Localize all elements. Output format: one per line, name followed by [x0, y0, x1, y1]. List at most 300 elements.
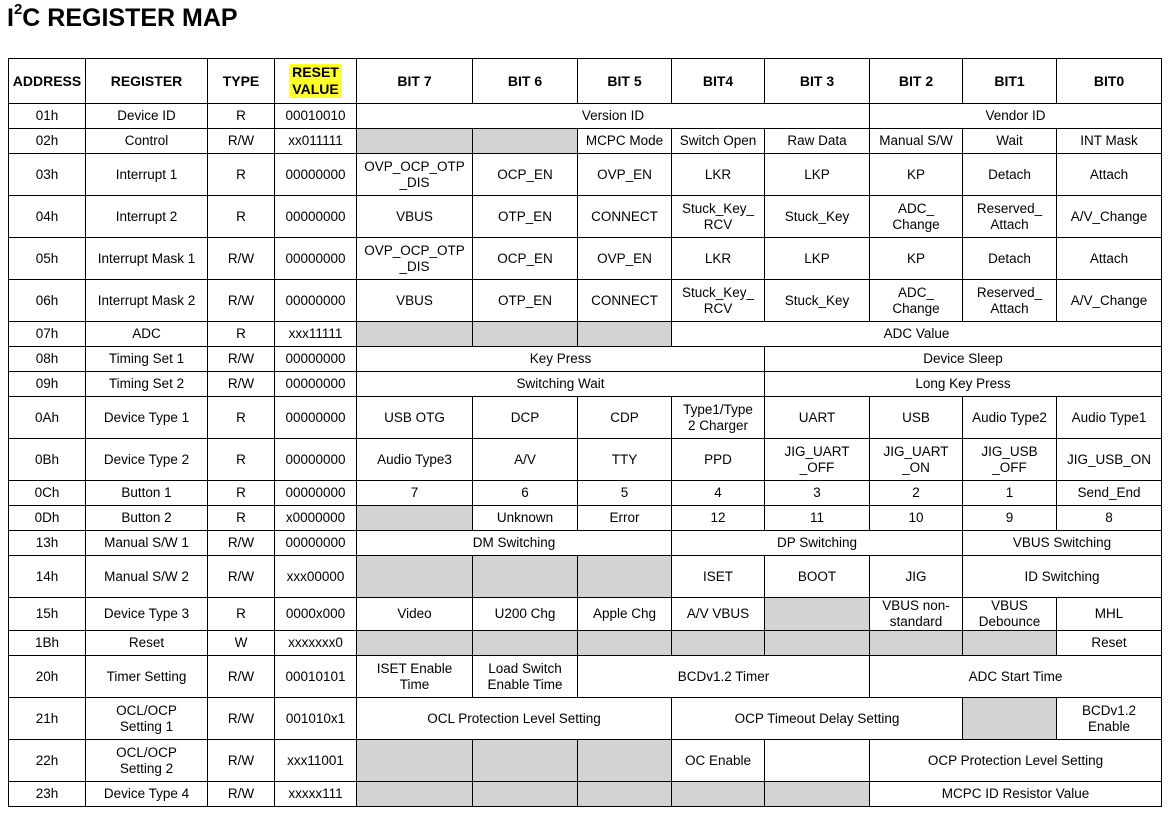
- reserved-bit-cell: [357, 322, 473, 347]
- bit-field-cell: [357, 280, 473, 322]
- bit-field-text: Switching Wait: [516, 376, 605, 391]
- bit-field-cell: [473, 506, 578, 531]
- register-cell: [86, 196, 208, 238]
- bit-field-cell: [765, 481, 870, 506]
- address-cell-text: 13h: [35, 535, 59, 550]
- type-cell: [208, 531, 275, 556]
- type-cell-text: R/W: [227, 752, 255, 768]
- type-cell: [208, 656, 275, 698]
- bit-field-text: ISET: [702, 568, 733, 584]
- bit-field-text: LKR: [704, 250, 732, 266]
- type-cell-text: R/W: [227, 351, 255, 366]
- bit-field-cell: [672, 129, 765, 154]
- bit-field-cell: [578, 280, 672, 322]
- reserved-bit-cell: [473, 631, 578, 656]
- bit-field-cell: [1057, 598, 1162, 631]
- bit-field-text: JIG_UART _OFF: [784, 443, 850, 475]
- reset-value-cell-text: 00010101: [285, 668, 346, 684]
- bit-field-text: UART: [798, 409, 836, 425]
- bit-field-cell: [357, 598, 473, 631]
- address-cell-text: 0Dh: [34, 510, 60, 525]
- bit-field-cell: [963, 238, 1057, 280]
- bit-field-text: DP Switching: [776, 535, 858, 550]
- bit-field-text: Apple Chg: [592, 606, 657, 621]
- register-cell: [86, 598, 208, 631]
- reserved-bit-cell: [578, 631, 672, 656]
- bit-field-cell: [870, 397, 963, 439]
- bit-field-cell: [672, 531, 963, 556]
- reset-value-cell-text: 00000000: [285, 250, 346, 266]
- bit-field-cell: [357, 439, 473, 481]
- type-cell: [208, 129, 275, 154]
- bit-field-text: OC Enable: [684, 752, 752, 768]
- address-cell-text: 09h: [35, 376, 59, 391]
- bit-field-text: 8: [1105, 510, 1113, 525]
- bit-field-cell: [963, 556, 1162, 598]
- reset-value-cell: [275, 698, 357, 740]
- register-cell: [86, 104, 208, 129]
- register-map-table: [8, 58, 1162, 807]
- bit-field-text: Type1/Type 2 Charger: [683, 401, 753, 433]
- reserved-bit-cell: [357, 556, 473, 598]
- reset-value-cell: [275, 556, 357, 598]
- bit-field-text: Video: [397, 606, 432, 621]
- bit-field-cell: [578, 196, 672, 238]
- header-row: [9, 59, 1162, 104]
- address-cell-text: 0Ah: [34, 409, 60, 425]
- bit-field-text: Device Sleep: [923, 351, 1003, 366]
- reset-value-cell: [275, 656, 357, 698]
- bit-field-cell: [870, 740, 1162, 782]
- bit-field-cell: [672, 439, 765, 481]
- bit-field-cell: [357, 347, 765, 372]
- bit-field-cell: [672, 481, 765, 506]
- register-cell-text: Button 1: [121, 485, 172, 500]
- bit-field-cell: [357, 196, 473, 238]
- table-row: [9, 782, 1162, 807]
- address-cell-text: 08h: [35, 351, 59, 366]
- bit-field-text: Key Press: [529, 351, 592, 366]
- bit-field-text: Detach: [988, 166, 1031, 182]
- bit-field-cell: [963, 280, 1057, 322]
- bit-field-text: USB OTG: [384, 409, 445, 425]
- bit-field-text: 6: [521, 485, 529, 500]
- table-row: [9, 280, 1162, 322]
- bit-field-cell: [870, 154, 963, 196]
- bit-field-cell: [870, 280, 963, 322]
- bit-field-text: A/V_Change: [1070, 208, 1148, 224]
- bit-field-cell: [357, 397, 473, 439]
- header-bit-4: BIT4: [672, 59, 765, 104]
- register-cell-text: Timing Set 2: [108, 376, 185, 391]
- address-cell-text: 0Bh: [34, 451, 60, 467]
- table-row: [9, 598, 1162, 631]
- register-cell-text: Timing Set 1: [108, 351, 185, 366]
- register-cell: [86, 280, 208, 322]
- type-cell-text: R/W: [227, 133, 255, 148]
- header-address: ADDRESS: [9, 59, 86, 104]
- register-cell: [86, 556, 208, 598]
- bit-field-cell: [870, 129, 963, 154]
- bit-field-cell: [765, 196, 870, 238]
- bit-field-cell: [357, 372, 765, 397]
- bit-field-cell: [963, 506, 1057, 531]
- bit-field-text: Wait: [996, 133, 1023, 148]
- bit-field-cell: [870, 782, 1162, 807]
- bit-field-cell: [963, 439, 1057, 481]
- bit-field-text: CONNECT: [591, 208, 658, 224]
- table-row: [9, 481, 1162, 506]
- bit-field-cell: [963, 397, 1057, 439]
- table-row: [9, 556, 1162, 598]
- reserved-bit-cell: [357, 506, 473, 531]
- bit-field-text: OTP_EN: [497, 292, 552, 308]
- bit-field-cell: [672, 322, 1162, 347]
- bit-field-text: Stuck_Key: [784, 208, 850, 224]
- reset-value-cell-text: 00010010: [285, 108, 346, 123]
- table-row: [9, 372, 1162, 397]
- reset-value-cell: [275, 347, 357, 372]
- address-cell: [9, 196, 86, 238]
- address-cell: [9, 439, 86, 481]
- type-cell-text: R/W: [227, 786, 255, 801]
- bit-field-cell: [473, 656, 578, 698]
- register-cell: [86, 238, 208, 280]
- bit-field-text: OCL Protection Level Setting: [427, 710, 601, 726]
- register-map-body: [9, 104, 1162, 807]
- header-register: REGISTER: [86, 59, 208, 104]
- bit-field-cell: [672, 556, 765, 598]
- register-cell-text: Device Type 2: [103, 451, 190, 467]
- address-cell-text: 15h: [35, 606, 59, 621]
- address-cell: [9, 347, 86, 372]
- bit-field-cell: [473, 196, 578, 238]
- bit-field-cell: [963, 154, 1057, 196]
- bit-field-cell: [765, 347, 1162, 372]
- type-cell: [208, 698, 275, 740]
- type-cell: [208, 372, 275, 397]
- bit-field-text: TTY: [611, 451, 638, 467]
- bit-field-text: LKP: [804, 250, 830, 266]
- address-cell-text: 01h: [35, 108, 59, 123]
- reset-value-cell-text: 00000000: [285, 351, 346, 366]
- register-cell: [86, 740, 208, 782]
- bit-field-cell: [473, 238, 578, 280]
- bit-field-cell: [473, 439, 578, 481]
- address-cell: [9, 698, 86, 740]
- type-cell: [208, 154, 275, 196]
- address-cell-text: 23h: [35, 786, 59, 801]
- header-bit-7: BIT 7: [357, 59, 473, 104]
- table-row: [9, 154, 1162, 196]
- bit-field-text: 4: [714, 485, 722, 500]
- type-cell: [208, 740, 275, 782]
- bit-field-text: JIG_UART _ON: [883, 443, 949, 475]
- reserved-bit-cell: [578, 740, 672, 782]
- bit-field-text: KP: [906, 166, 925, 182]
- reset-value-cell-text: 00000000: [285, 485, 346, 500]
- bit-field-text: Manual S/W: [879, 133, 953, 148]
- bit-field-cell: [1057, 631, 1162, 656]
- address-cell-text: 1Bh: [34, 635, 60, 650]
- type-cell-text: R/W: [227, 668, 255, 684]
- bit-field-cell: [765, 740, 870, 782]
- address-cell: [9, 598, 86, 631]
- bit-field-text: Stuck_Key_ RCV: [681, 284, 755, 316]
- table-row: [9, 531, 1162, 556]
- bit-field-text: A/V: [514, 451, 536, 467]
- bit-field-text: Audio Type2: [972, 409, 1047, 425]
- reset-value-cell-text: xxx11001: [287, 752, 344, 768]
- header-bit-1: BIT1: [963, 59, 1057, 104]
- reset-value-cell-text: xxx11111: [288, 326, 343, 341]
- table-row: [9, 238, 1162, 280]
- type-cell-text: R/W: [227, 568, 255, 584]
- bit-field-cell: [765, 154, 870, 196]
- reserved-bit-cell: [473, 556, 578, 598]
- bit-field-cell: [765, 397, 870, 439]
- reserved-bit-cell: [473, 740, 578, 782]
- bit-field-text: OCP Timeout Delay Setting: [734, 710, 900, 726]
- table-row: [9, 104, 1162, 129]
- type-cell-text: R/W: [227, 535, 255, 550]
- bit-field-text: 10: [908, 510, 924, 525]
- register-cell-text: Interrupt Mask 1: [97, 250, 196, 266]
- bit-field-cell: [672, 740, 765, 782]
- bit-field-cell: [870, 104, 1162, 129]
- bit-field-cell: [765, 556, 870, 598]
- bit-field-text: ADC_ Change: [892, 200, 940, 232]
- bit-field-cell: [963, 196, 1057, 238]
- bit-field-text: VBUS Debounce: [978, 598, 1041, 629]
- header-reset-line2: VALUE: [289, 81, 341, 98]
- bit-field-text: OTP_EN: [497, 208, 552, 224]
- address-cell-text: 20h: [35, 668, 59, 684]
- reset-value-cell: [275, 439, 357, 481]
- table-row: [9, 347, 1162, 372]
- bit-field-text: OVP_EN: [597, 250, 652, 266]
- type-cell-text: R/W: [227, 250, 255, 266]
- reserved-bit-cell: [473, 322, 578, 347]
- register-cell-text: Device ID: [117, 108, 176, 123]
- bit-field-cell: [672, 397, 765, 439]
- reset-value-cell: [275, 782, 357, 807]
- address-cell: [9, 556, 86, 598]
- register-cell: [86, 631, 208, 656]
- reserved-bit-cell: [473, 129, 578, 154]
- bit-field-text: KP: [906, 250, 925, 266]
- bit-field-text: DM Switching: [472, 535, 556, 550]
- bit-field-text: BCDv1.2 Timer: [677, 668, 770, 684]
- address-cell-text: 14h: [35, 568, 59, 584]
- address-cell-text: 21h: [35, 710, 59, 726]
- type-cell-text: R: [236, 208, 246, 224]
- bit-field-text: Load Switch Enable Time: [487, 660, 563, 692]
- bit-field-cell: [765, 238, 870, 280]
- header-reset-line1: RESET: [289, 64, 342, 81]
- bit-field-cell: [672, 506, 765, 531]
- register-cell-text: Interrupt 1: [115, 166, 178, 182]
- bit-field-text: OCP Protection Level Setting: [927, 752, 1104, 768]
- reset-value-cell: [275, 238, 357, 280]
- bit-field-text: OVP_EN: [597, 166, 652, 182]
- type-cell: [208, 280, 275, 322]
- type-cell: [208, 782, 275, 807]
- bit-field-text: 9: [1005, 510, 1014, 525]
- bit-field-text: CONNECT: [591, 292, 658, 308]
- bit-field-cell: [578, 598, 672, 631]
- register-cell: [86, 129, 208, 154]
- type-cell-text: W: [234, 635, 248, 650]
- address-cell: [9, 506, 86, 531]
- bit-field-cell: [963, 531, 1162, 556]
- reserved-bit-cell: [765, 631, 870, 656]
- bit-field-text: OCP_EN: [497, 250, 553, 266]
- type-cell-text: R: [236, 451, 246, 467]
- bit-field-cell: [473, 481, 578, 506]
- bit-field-cell: [578, 129, 672, 154]
- bit-field-cell: [963, 481, 1057, 506]
- bit-field-cell: [1057, 698, 1162, 740]
- address-cell: [9, 154, 86, 196]
- bit-field-cell: [765, 280, 870, 322]
- reset-value-cell-text: xxxxxxx0: [288, 635, 343, 650]
- table-row: [9, 506, 1162, 531]
- bit-field-cell: [357, 238, 473, 280]
- register-cell-text: Device Type 4: [103, 786, 190, 801]
- type-cell: [208, 196, 275, 238]
- bit-field-cell: [870, 656, 1162, 698]
- reset-value-cell-text: 00000000: [285, 409, 346, 425]
- bit-field-cell: [870, 556, 963, 598]
- type-cell-text: R: [236, 485, 246, 500]
- bit-field-cell: [672, 154, 765, 196]
- address-cell: [9, 280, 86, 322]
- bit-field-text: OCP_EN: [497, 166, 553, 182]
- bit-field-cell: [1057, 397, 1162, 439]
- bit-field-cell: [765, 439, 870, 481]
- bit-field-text: USB: [902, 409, 930, 425]
- bit-field-cell: [672, 280, 765, 322]
- reset-value-cell-text: x0000000: [285, 510, 346, 525]
- reserved-bit-cell: [357, 129, 473, 154]
- address-cell: [9, 782, 86, 807]
- reset-value-cell-text: 0000x000: [285, 606, 346, 621]
- bit-field-cell: [672, 598, 765, 631]
- bit-field-cell: [870, 481, 963, 506]
- bit-field-cell: [870, 196, 963, 238]
- bit-field-cell: [870, 238, 963, 280]
- type-cell-text: R/W: [227, 292, 255, 308]
- reset-value-cell: [275, 481, 357, 506]
- bit-field-cell: [1057, 196, 1162, 238]
- bit-field-cell: [473, 280, 578, 322]
- reserved-bit-cell: [357, 782, 473, 807]
- bit-field-text: MCPC Mode: [585, 133, 664, 148]
- reserved-bit-cell: [765, 598, 870, 631]
- bit-field-text: 2: [912, 485, 920, 500]
- reset-value-cell: [275, 154, 357, 196]
- bit-field-cell: [1057, 280, 1162, 322]
- bit-field-cell: [1057, 238, 1162, 280]
- bit-field-text: LKR: [704, 166, 732, 182]
- reserved-bit-cell: [765, 782, 870, 807]
- bit-field-text: VBUS: [396, 292, 433, 308]
- type-cell: [208, 322, 275, 347]
- address-cell-text: 04h: [35, 208, 59, 224]
- bit-field-text: Audio Type3: [377, 451, 452, 467]
- bit-field-text: JIG_USB _OFF: [981, 443, 1038, 475]
- type-cell: [208, 104, 275, 129]
- reset-value-cell: [275, 129, 357, 154]
- reset-value-cell-text: 00000000: [285, 166, 346, 182]
- reserved-bit-cell: [473, 782, 578, 807]
- reset-value-cell-text: 00000000: [285, 208, 346, 224]
- address-cell-text: 03h: [35, 166, 59, 182]
- type-cell-text: R/W: [227, 710, 255, 726]
- bit-field-text: Unknown: [496, 510, 554, 525]
- type-cell-text: R/W: [227, 376, 255, 391]
- type-cell: [208, 347, 275, 372]
- register-cell: [86, 439, 208, 481]
- table-row: [9, 740, 1162, 782]
- address-cell: [9, 740, 86, 782]
- bit-field-text: 7: [410, 485, 419, 500]
- bit-field-cell: [1057, 129, 1162, 154]
- bit-field-cell: [578, 439, 672, 481]
- register-cell-text: Manual S/W 1: [104, 535, 189, 550]
- reset-value-cell-text: 00000000: [285, 376, 346, 391]
- bit-field-text: 3: [813, 485, 821, 500]
- bit-field-text: ADC Value: [883, 326, 950, 341]
- type-cell-text: R: [236, 606, 246, 621]
- bit-field-text: Switch Open: [679, 133, 757, 148]
- register-cell: [86, 698, 208, 740]
- bit-field-cell: [1057, 439, 1162, 481]
- register-cell: [86, 347, 208, 372]
- register-cell: [86, 372, 208, 397]
- bit-field-text: BCDv1.2 Enable: [1081, 702, 1137, 734]
- register-cell-text: OCL/OCP Setting 2: [116, 744, 177, 776]
- bit-field-text: Version ID: [581, 108, 645, 123]
- bit-field-text: Stuck_Key: [784, 292, 850, 308]
- reset-value-cell: [275, 372, 357, 397]
- bit-field-text: Attach: [1089, 166, 1129, 182]
- type-cell-text: R: [236, 510, 246, 525]
- bit-field-cell: [578, 154, 672, 196]
- bit-field-cell: [870, 439, 963, 481]
- address-cell-text: 07h: [35, 326, 59, 341]
- bit-field-cell: [1057, 481, 1162, 506]
- type-cell: [208, 556, 275, 598]
- reserved-bit-cell: [357, 631, 473, 656]
- bit-field-cell: [357, 481, 473, 506]
- type-cell: [208, 397, 275, 439]
- register-cell-text: OCL/OCP Setting 1: [116, 702, 177, 734]
- bit-field-text: ADC Start Time: [968, 668, 1063, 684]
- bit-field-text: ISET Enable Time: [376, 660, 453, 692]
- bit-field-cell: [672, 698, 963, 740]
- bit-field-text: BOOT: [797, 568, 837, 584]
- bit-field-text: Raw Data: [787, 133, 847, 148]
- register-cell: [86, 154, 208, 196]
- bit-field-text: ADC_ Change: [892, 284, 940, 316]
- bit-field-text: Send_End: [1077, 485, 1141, 500]
- address-cell-text: 06h: [35, 292, 59, 308]
- address-cell: [9, 631, 86, 656]
- reserved-bit-cell: [870, 631, 963, 656]
- type-cell: [208, 598, 275, 631]
